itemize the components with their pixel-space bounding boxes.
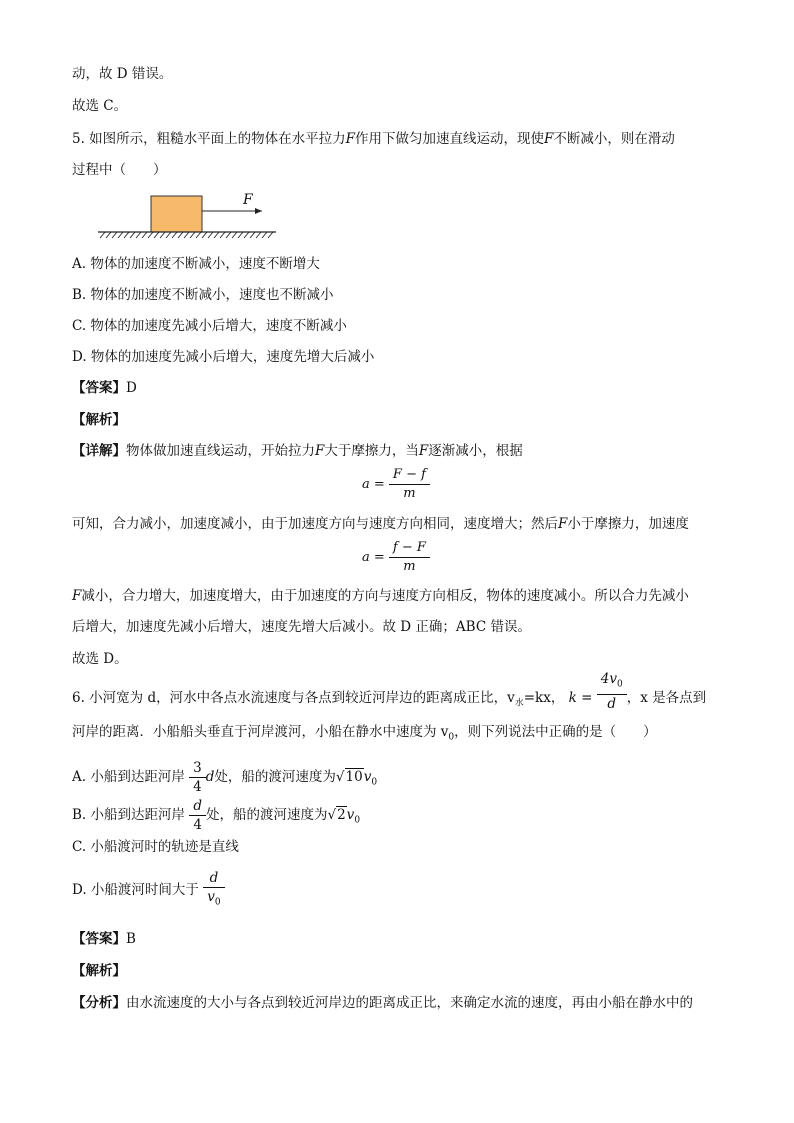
text-line: 故选 C。 <box>72 98 128 114</box>
ground-hatching <box>100 232 273 238</box>
text-line: 后增大，加速度先减小后增大，速度先增大后减小。故 D 正确；ABC 错误。 <box>72 619 531 635</box>
block-force-figure <box>96 190 280 242</box>
formula-2: a = $\frac{f - F}{m}$ <box>362 539 430 576</box>
text-line: 动，故 D 错误。 <box>72 66 173 82</box>
force-label: F <box>243 192 253 208</box>
option-c: C. 物体的加速度先减小后增大，速度不断减小 <box>72 318 347 334</box>
text-line: 可知，合力减小，加速度减小，由于加速度方向与速度方向相同，速度增大；然后F小于摩擦力，加速度 <box>72 516 689 532</box>
q6-option-b: B. 小船到达距河岸 $\frac{d}{4}$ 处，船的渡河速度为$√2v_0$ <box>72 798 361 833</box>
question-6-stem: 6. 小河宽为 d，河水中各点水流速度与各点到较近河岸边的距离成正比，$v_水=kx$， k = $\frac{4v_0}{d}$ ，x 是各点到 <box>72 671 707 712</box>
option-d: D. 物体的加速度先减小后增大，速度先增大后减小 <box>72 349 375 365</box>
arrow-head <box>255 208 262 214</box>
answer-5: 【答案】D <box>72 380 137 396</box>
block <box>151 196 202 232</box>
analysis-5-heading: 【解析】 <box>72 412 126 428</box>
detail-5: 【详解】物体做加速直线运动，开始拉力F大于摩擦力，当F逐渐减小，根据 <box>72 443 523 459</box>
text-line: 故选 D。 <box>72 651 128 667</box>
q6-option-d: D. 小船渡河时间大于 $\frac{d}{v_0}$ <box>72 868 225 912</box>
q6-option-a: A. 小船到达距河岸 $\frac{3}{4}$ d处，船的渡河速度为$√10v_0$ <box>72 760 378 795</box>
answer-6: 【答案】B <box>72 931 136 947</box>
question-5-stem-cont: 过程中（ ） <box>72 162 167 178</box>
question-6-stem-cont: 河岸的距离．小船船头垂直于河岸渡河，小船在静水中速度为 $v_0$，则下列说法中正确的是（ ） <box>72 724 657 743</box>
text-line: F减小，合力增大，加速度增大，由于加速度的方向与速度方向相反，物体的速度减小。所以合力先减小 <box>72 588 689 604</box>
analysis-6-heading: 【解析】 <box>72 963 126 979</box>
question-5-stem: 5. 如图所示，粗糙水平面上的物体在水平拉力F作用下做匀加速直线运动，现使F不断减小，则在滑动 <box>72 131 675 147</box>
option-b: B. 物体的加速度不断减小，速度也不断减小 <box>72 287 334 303</box>
q6-option-c: C. 小船渡河时的轨迹是直线 <box>72 839 239 855</box>
formula-1: a = $\frac{F - f}{m}$ <box>362 466 430 503</box>
option-a: A. 物体的加速度不断减小，速度不断增大 <box>72 256 320 272</box>
analysis-6-text: 【分析】由水流速度的大小与各点到较近河岸边的距离成正比，来确定水流的速度，再由小船在静水中的 <box>72 995 693 1011</box>
